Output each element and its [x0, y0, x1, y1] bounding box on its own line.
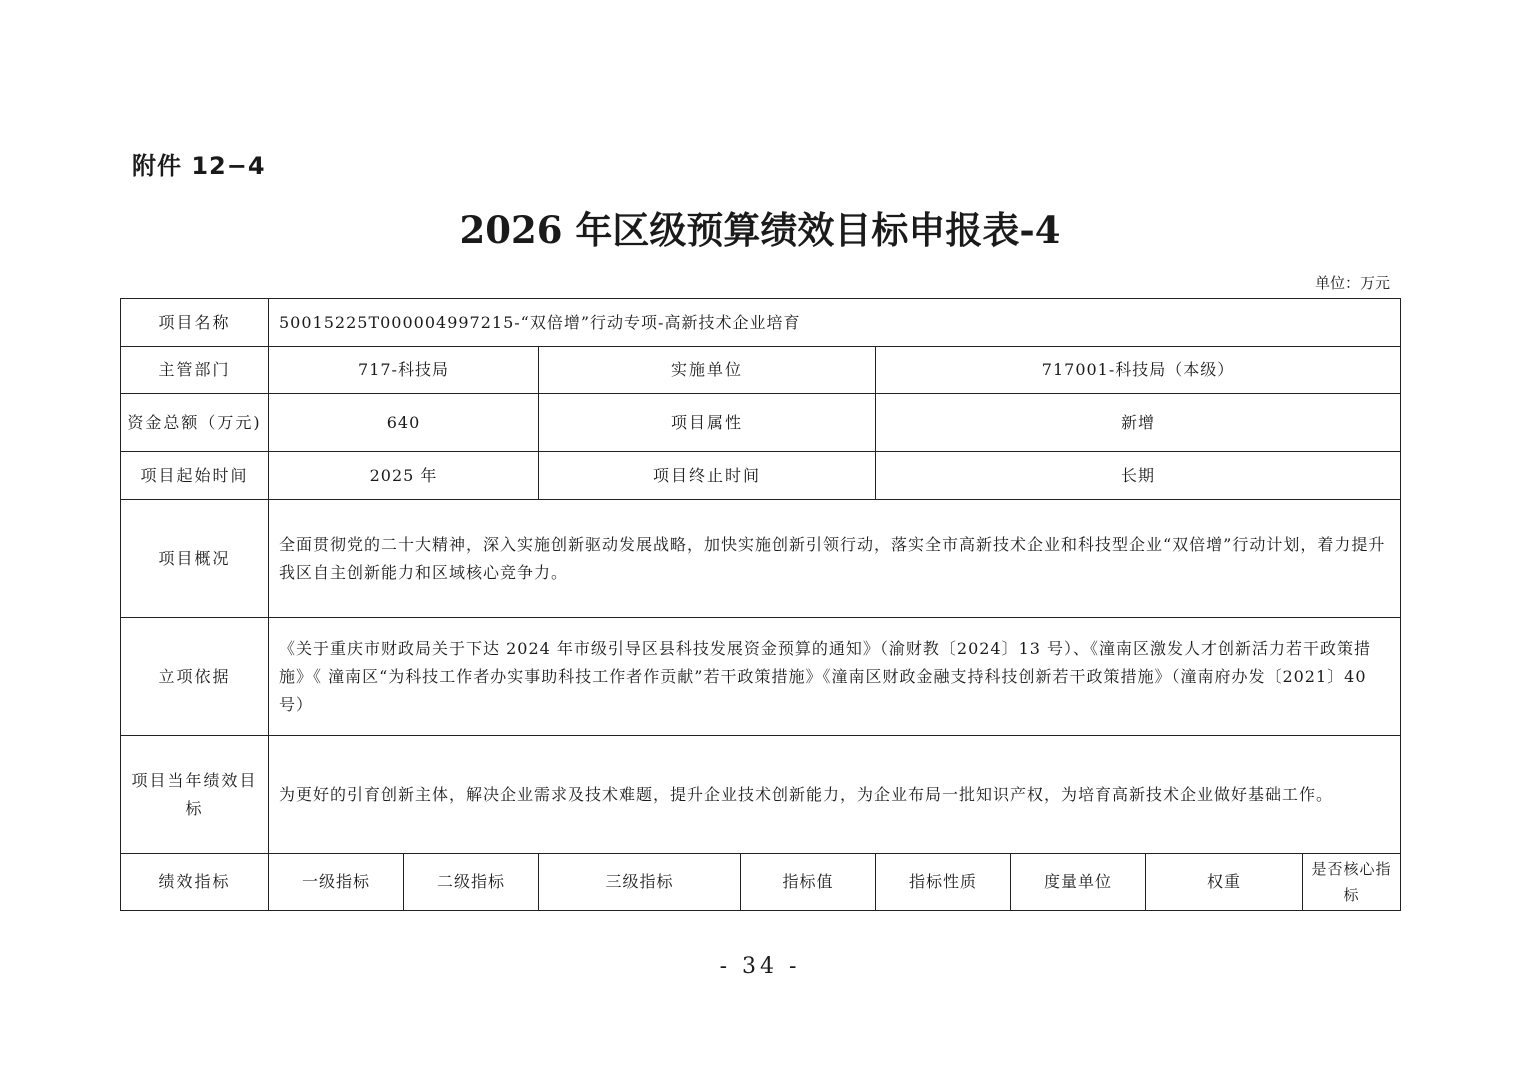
goal-label: 项目当年绩效目标 [121, 736, 269, 854]
project-name-label: 项目名称 [121, 299, 269, 347]
basis-label: 立项依据 [121, 618, 269, 736]
indicator-unit-header: 度量单位 [1011, 854, 1146, 911]
row-period [121, 452, 1401, 500]
row-basis [121, 618, 1401, 736]
department-label: 主管部门 [121, 347, 269, 394]
implementer-label: 实施单位 [539, 347, 876, 394]
row-funds [121, 394, 1401, 452]
indicator-value-header: 指标值 [741, 854, 876, 911]
implementer-value: 717001-科技局（本级） [876, 347, 1401, 394]
department-value: 717-科技局 [269, 347, 539, 394]
overview-value: 全面贯彻党的二十大精神，深入实施创新驱动发展战略，加快实施创新引领行动，落实全市高新技术企业和科技型企业“双倍增”行动计划，着力提升我区自主创新能力和区域核心竞争力。 [269, 500, 1401, 618]
indicator-level2-header: 二级指标 [404, 854, 539, 911]
overview-label: 项目概况 [121, 500, 269, 618]
indicator-nature-header: 指标性质 [876, 854, 1011, 911]
row-goal [121, 736, 1401, 854]
basis-value: 《关于重庆市财政局关于下达 2024 年市级引导区县科技发展资金预算的通知》（渝财教〔2024〕13 号）、《潼南区激发人才创新活力若干政策措施》《 潼南区“为科技工作者办实事助科技工作者作贡献”若干政策措施》《潼南区财政金融支持科技创新若干政策措施》（潼南府办发〔2021〕40 号） [269, 618, 1401, 736]
funds-label: 资金总额（万元) [121, 394, 269, 452]
attribute-value: 新增 [876, 394, 1401, 452]
row-department [121, 347, 1401, 394]
end-value: 长期 [876, 452, 1401, 500]
page-number: - 34 - [719, 954, 801, 979]
end-label: 项目终止时间 [539, 452, 876, 500]
funds-value: 640 [269, 394, 539, 452]
start-label: 项目起始时间 [121, 452, 269, 500]
attribute-label: 项目属性 [539, 394, 876, 452]
attachment-label: 附件 12−4 [132, 152, 266, 180]
indicator-level1-header: 一级指标 [269, 854, 404, 911]
indicators-label: 绩效指标 [121, 854, 269, 911]
indicator-core-header: 是否核心指标 [1303, 854, 1401, 911]
indicator-weight-header: 权重 [1146, 854, 1303, 911]
row-indicators-header [121, 854, 1401, 911]
row-project-name [121, 299, 1401, 347]
page-title: 2026 年区级预算绩效目标申报表-4 [459, 208, 1061, 252]
budget-performance-table [120, 298, 1401, 911]
row-overview [121, 500, 1401, 618]
project-name-value: 50015225T000004997215-“双倍增”行动专项-高新技术企业培育 [269, 299, 1401, 347]
goal-value: 为更好的引育创新主体，解决企业需求及技术难题，提升企业技术创新能力，为企业布局一批知识产权，为培育高新技术企业做好基础工作。 [269, 736, 1401, 854]
start-value: 2025 年 [269, 452, 539, 500]
indicator-level3-header: 三级指标 [539, 854, 741, 911]
unit-label: 单位：万元 [1314, 274, 1390, 292]
